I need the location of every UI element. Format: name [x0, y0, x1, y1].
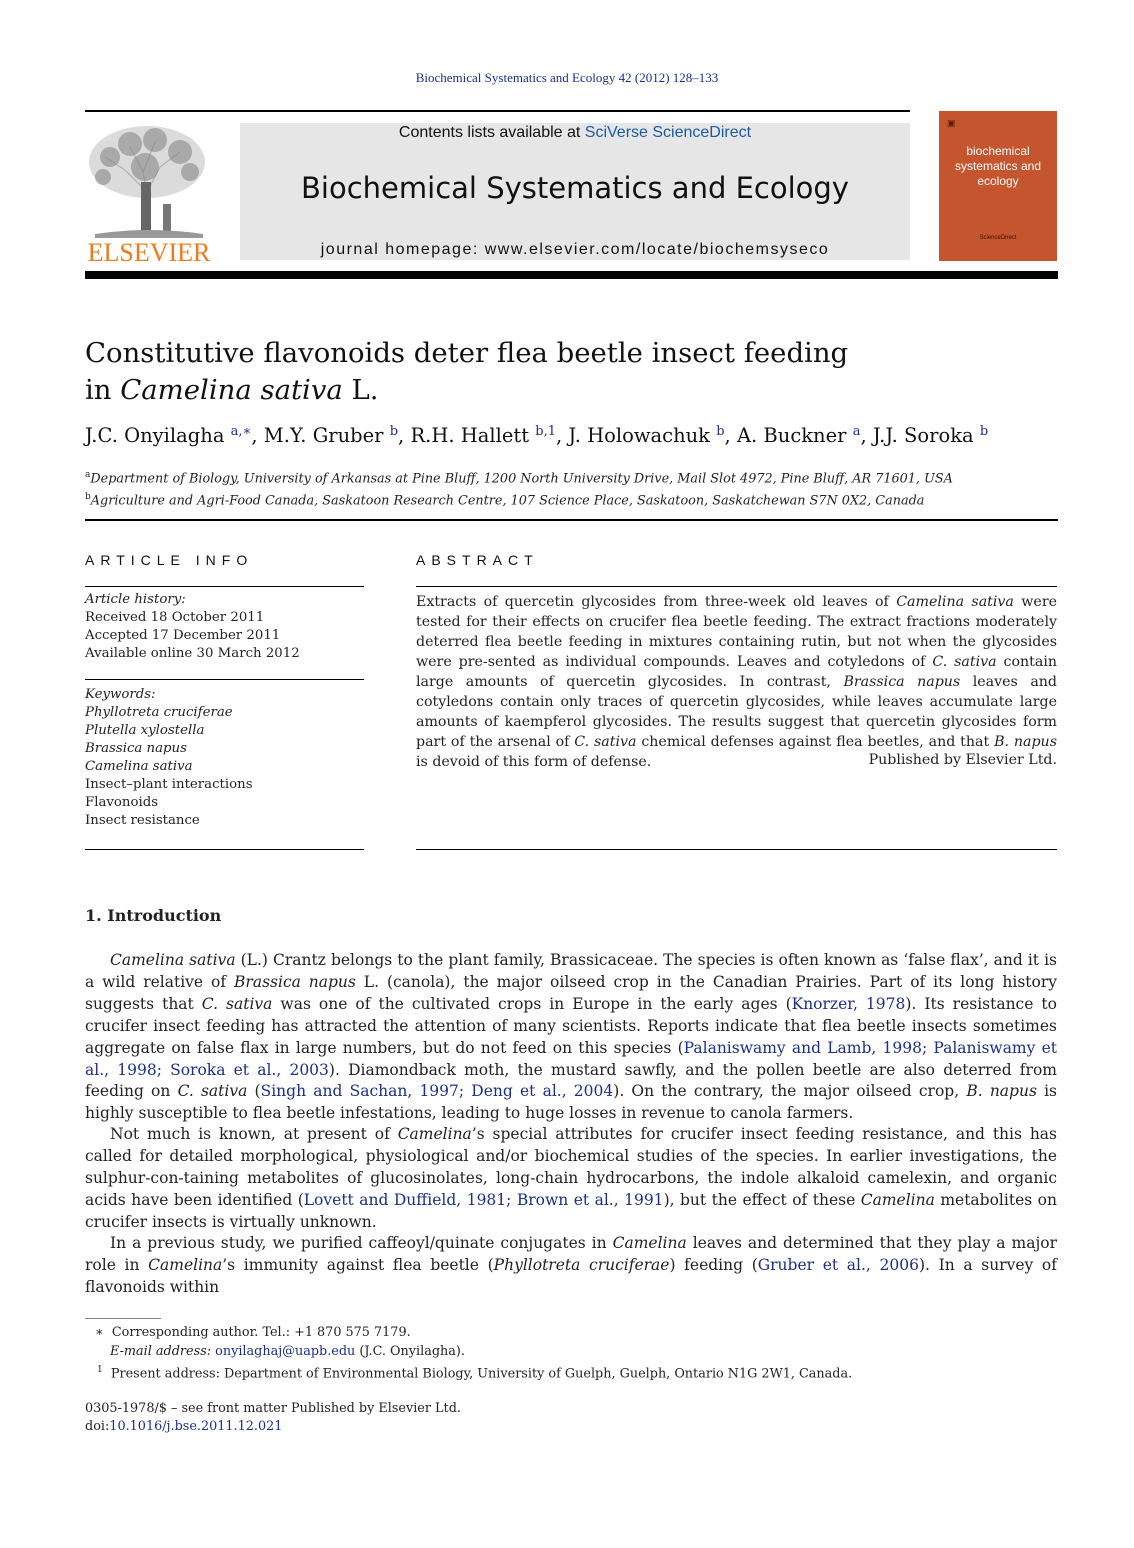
abstract-run: contain large amounts of quercetin glycosides. In contrast,	[416, 654, 1057, 690]
author-name: R.H. Hallett	[410, 424, 530, 447]
text-run: Not much is known, at present of	[110, 1125, 398, 1143]
text-run: In a previous study, we purified caffeoyl/quinate conjugates in	[110, 1234, 613, 1252]
author-affil-mark[interactable]: b,1	[535, 424, 556, 439]
author-name: J.J. Soroka	[872, 424, 974, 447]
keywords	[85, 686, 365, 830]
author-affil-mark[interactable]: b	[389, 424, 399, 439]
keyword: Plutella xylostella	[85, 723, 205, 738]
contents-prefix: Contents lists available at	[398, 124, 585, 141]
text-run: leaves and determined that they play a major role in	[85, 1234, 1058, 1274]
title-line-2-species: Camelina sativa	[120, 374, 343, 406]
keyword: Insect resistance	[85, 813, 200, 828]
author-name: J. Holowachuk	[568, 424, 711, 447]
reference-link[interactable]: Gruber et al., 2006	[757, 1255, 919, 1274]
species-name: C. sativa	[201, 994, 273, 1013]
text-run: ). In a survey of flavonoids within	[85, 1255, 1058, 1296]
affiliation-item	[85, 466, 1065, 488]
species-name: Phyllotreta cruciferae	[493, 1255, 670, 1274]
reference-link[interactable]: Palaniswamy and Lamb, 1998; Palaniswamy et al., 1998; Soroka et al., 2003	[85, 1038, 1057, 1079]
species-name: C. sativa	[177, 1082, 248, 1101]
text-run: ) feeding (	[669, 1255, 758, 1274]
cover-footer: ScienceDirect	[979, 235, 1017, 241]
history-label: Article history:	[85, 592, 186, 607]
article-info-heading: ARTICLE INFO	[85, 552, 254, 568]
email-suffix: (J.C. Onyilagha).	[355, 1344, 465, 1359]
species-name: Camelina	[612, 1234, 687, 1252]
abstract-heading: ABSTRACT	[416, 552, 539, 568]
abstract-species: Camelina sativa	[896, 594, 1014, 610]
text-run: ). Diamondback moth, the mustard sawfly, and the pollen beetle are also deterred from feeding on	[85, 1060, 1057, 1101]
text-run: L. (canola), the major oilseed crop in the Canadian Prairies. Part of its long history suggests that	[85, 972, 1057, 1013]
keyword: Insect–plant interactions	[85, 777, 253, 792]
species-name: B. napus	[966, 1082, 1037, 1101]
footnote-mark: 1	[97, 1365, 103, 1375]
issn-block	[85, 1400, 461, 1436]
contents-line	[240, 124, 910, 142]
journal-cover	[939, 111, 1057, 261]
present-address-note	[85, 1361, 1065, 1383]
text-run: ). Its resistance to crucifer insect feeding has attracted the attention of many scientists. Reports indicate that flea beetle insects sometimes aggregate on false flax in large numbers, but do not feed on this species (	[85, 994, 1057, 1057]
title-line-2-suffix: L.	[342, 374, 379, 406]
author-name: A. Buckner	[736, 424, 847, 447]
email-label: E-mail address:	[110, 1344, 212, 1359]
text-run: ’s special attributes for crucifer insect feeding resistance, and this has called for detailed morphological, physiological and/or biochemical studies of the species. In earlier investigations, the sulphur-con-taining metabolites of glucosinolates, long-chain hydrocarbons, the indole alkaloid camelexin, and organic acids have been identified (	[85, 1125, 1057, 1209]
footnotes	[85, 1323, 1065, 1383]
abstract-bottom-rule	[416, 849, 1057, 850]
abstract-species: C. sativa	[574, 734, 637, 750]
affiliation-mark: b	[85, 492, 91, 503]
sciencedirect-link[interactable]: SciVerse ScienceDirect	[584, 124, 752, 141]
online-date: Available online 30 March 2012	[85, 646, 300, 661]
author-affil-mark[interactable]: a,∗	[230, 424, 252, 439]
abstract-run: leaves and cotyledons contain only traces of quercetin glycosides, while leaves accumulate large amounts of kaempferol glycosides. The results suggest that quercetin glycosides form part of the arsenal of	[416, 674, 1057, 750]
title-line-1: Constitutive flavonoids deter flea beetle insect feeding	[85, 337, 849, 369]
article-info-top-rule	[85, 586, 364, 587]
article-title	[85, 335, 1045, 409]
text-run: ). On the contrary, the major oilseed crop,	[613, 1082, 967, 1101]
author-affil-mark[interactable]: b	[979, 424, 989, 439]
keyword: Phyllotreta cruciferae	[85, 705, 233, 720]
abstract-run: is devoid of this form of defense.	[416, 754, 652, 770]
journal-homepage[interactable]: journal homepage: www.elsevier.com/locate/biochemsyseco	[320, 241, 830, 258]
journal-citation[interactable]: Biochemical Systematics and Ecology 42 (2012) 128–133	[415, 70, 719, 85]
keyword: Camelina sativa	[85, 759, 193, 774]
author-affil-mark[interactable]: b	[716, 424, 725, 439]
abstract-text	[416, 592, 1057, 772]
elsevier-wordmark: ELSEVIER	[87, 238, 211, 267]
text-run: (	[247, 1082, 261, 1101]
author-affil-mark[interactable]: a	[852, 424, 861, 439]
introduction-heading: 1. Introduction	[85, 906, 222, 925]
abstract-top-rule	[416, 586, 1057, 587]
history-rule	[85, 679, 364, 680]
footnote-rule	[85, 1318, 161, 1319]
keywords-label: Keywords:	[85, 687, 156, 702]
issn-line: 0305-1978/$ – see front matter Published by Elsevier Ltd.	[85, 1401, 461, 1416]
journal-title: Biochemical Systematics and Ecology	[301, 171, 849, 205]
reference-link[interactable]: Lovett and Duffield, 1981; Brown et al., 1991	[303, 1190, 664, 1209]
cover-title: biochemical systematics and ecology	[954, 144, 1042, 188]
affiliation-item	[85, 488, 1065, 510]
email-note	[85, 1342, 1065, 1361]
intro-paragraph-1	[85, 950, 1057, 1125]
elsevier-logo	[85, 122, 213, 267]
affiliation-text: Agriculture and Agri-Food Canada, Saskatoon Research Centre, 107 Science Place, Saskatoon, Saskatchewan S7N 0X2, Canada	[90, 493, 925, 509]
text-run: is highly susceptible to flea beetle infestations, leading to huge losses in revenue to canola farmers.	[85, 1082, 1058, 1123]
journal-banner	[240, 123, 910, 260]
author-name: J.C. Onyilagha	[85, 424, 225, 447]
received-date: Received 18 October 2011	[85, 610, 265, 625]
species-name: Brassica napus	[234, 972, 356, 991]
doi-line	[85, 1418, 461, 1436]
intro-paragraph-3	[85, 1233, 1057, 1299]
article-info-bottom-rule	[85, 849, 364, 850]
footnote-text: Present address: Department of Environmental Biology, University of Guelph, Guelph, Ontario N1G 2W1, Canada.	[110, 1366, 853, 1382]
abstract-species: C. sativa	[932, 654, 997, 670]
accepted-date: Accepted 17 December 2011	[85, 628, 281, 643]
species-name: Camelina	[148, 1255, 223, 1274]
abstract-species: Brassica napus	[843, 674, 961, 690]
keyword: Flavonoids	[85, 795, 159, 810]
abstract-publisher-line: Published by Elsevier Ltd.	[868, 752, 1057, 768]
text-run: ), but the effect of these	[663, 1190, 861, 1209]
abstract-run: were tested for their effects on crucifer flea beetle feeding. The extract fractions moderately deterred flea beetle feeding in mixtures containing rutin, but not when the glycosides were pre-sented as individual compounds. Leaves and cotyledons of	[416, 594, 1058, 670]
affiliation-mark: a	[85, 470, 91, 480]
text-run: (L.) Crantz belongs to the plant family, Brassicaceae. The species is often known as ‘false flax’, and it is a wild relative of	[85, 951, 1057, 991]
keyword: Brassica napus	[85, 741, 187, 756]
abstract-run: chemical defenses against flea beetles, and that	[636, 734, 995, 750]
email-link[interactable]: onyilaghaj@uapb.edu	[215, 1344, 356, 1359]
author-name: M.Y. Gruber	[263, 424, 384, 447]
abstract-species: B. napus	[994, 734, 1057, 750]
header-thick-rule	[85, 271, 1058, 279]
title-line-2-prefix: in	[85, 374, 121, 406]
species-name: Camelina	[860, 1190, 935, 1209]
header-rule	[85, 110, 910, 112]
doi-prefix: doi:	[85, 1419, 110, 1434]
reference-link[interactable]: Singh and Sachan, 1997; Deng et al., 2004	[260, 1082, 614, 1101]
text-run: metabolites on crucifer insects is virtually unknown.	[85, 1190, 1057, 1231]
species-name: Camelina	[397, 1125, 472, 1143]
intro-paragraph-2	[85, 1124, 1057, 1234]
affiliations	[85, 466, 1065, 511]
reference-link[interactable]: Knorzer, 1978	[791, 994, 906, 1013]
author-list: J.C. Onyilagha $^{a,∗}$, M.Y. Gruber $^b$, R.H. Hallett $^{b,1}$, J. Holowachuk $^b$, A. Buckner $^a$, J.J. Soroka $^b$	[85, 424, 989, 447]
doi-link[interactable]: 10.1016/j.bse.2011.12.021	[109, 1419, 283, 1434]
affiliation-rule	[85, 519, 1058, 521]
footnote-mark: ∗	[95, 1325, 104, 1340]
text-run: ’s immunity against flea beetle (	[222, 1255, 494, 1274]
text-run: was one of the cultivated crops in Europe in the early ages (	[272, 994, 792, 1013]
affiliation-text: Department of Biology, University of Arkansas at Pine Bluff, 1200 North University Drive, Mail Slot 4972, Pine Bluff, AR 71601, USA	[90, 471, 953, 487]
cover-logo-icon: ▣	[947, 118, 956, 128]
footnote-text: Corresponding author. Tel.: +1 870 575 7179.	[111, 1325, 411, 1340]
corresponding-author-note	[85, 1323, 1065, 1342]
species-name: Camelina sativa	[110, 951, 236, 969]
article-history	[85, 591, 365, 663]
abstract-run: Extracts of quercetin glycosides from three-week old leaves of	[416, 594, 897, 610]
